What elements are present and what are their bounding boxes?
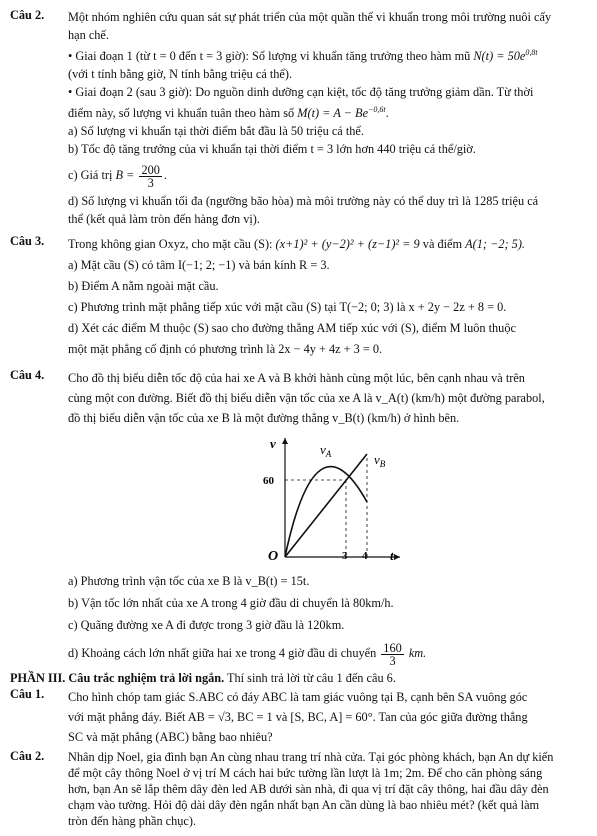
y-axis-arrow xyxy=(282,438,288,444)
p3q1-line-3: SC và mặt phẳng (ABC) bằng bao nhiêu? xyxy=(68,730,273,744)
q2-formula-N: N(t) = 50e xyxy=(473,49,526,64)
question-4-options xyxy=(10,570,585,670)
q4-line-2: cùng một con đường. Biết đồ thị biểu diễn vận tốc của xe A là v_A(t) (km/h) một đường parabol, xyxy=(68,391,545,405)
q3-sphere-equation: (x+1)² + (y−2)² + (z−1)² = 9 xyxy=(275,237,420,251)
question-label: Câu 2. xyxy=(10,8,45,22)
fraction-numerator: 200 xyxy=(141,162,160,177)
p3q1-line-1: Cho hình chóp tam giác S.ABC có đáy ABC là tam giác vuông tại B, cạnh bên SA vuông góc xyxy=(68,690,528,704)
q2-line-3-text: • Giai đoạn 1 (từ t = 0 đến t = 3 giờ): Số lượng vi khuẩn tăng trưởng theo hàm mũ xyxy=(68,49,474,64)
question-label: Câu 2. xyxy=(10,749,45,763)
q2-formula-M: M(t) = A − Be xyxy=(297,106,369,121)
question-2-bacteria xyxy=(10,8,585,228)
q4-line-3: đồ thị biểu diễn vận tốc của xe B là một đường thẳng v_B(t) (km/h) ở hình bên. xyxy=(68,411,460,425)
part-3-question-1 xyxy=(10,687,585,747)
p3q2-line-5: tròn đến hàng phần chục). xyxy=(68,814,197,828)
q3-line-1 xyxy=(68,234,585,255)
q2-option-c-text: c) Giá trị xyxy=(68,168,116,183)
p3q2-line-4: chạm vào tường. Hỏi độ dài dây đèn ngắn nhất bạn An cần dùng là bao nhiêu mét? (kết quả làm xyxy=(68,798,540,812)
velocity-graph xyxy=(250,432,410,570)
q2-option-d-line-2: thể (kết quả làm tròn đến hàng đơn vị). xyxy=(68,212,260,227)
fraction-denominator: 3 xyxy=(147,175,154,190)
q2-line-2: hạn chế. xyxy=(68,28,109,42)
q2-option-c-end: . xyxy=(163,168,167,183)
q2-formula-N-exp: 0,8t xyxy=(525,48,538,57)
q3-point-A: A(1; −2; 5). xyxy=(465,237,525,251)
q2-option-c xyxy=(68,158,585,192)
label-t: t xyxy=(390,548,394,563)
q3-option-d-line-2: một mặt phẳng cố định có phương trình là 2x − 4y + 4z + 3 = 0. xyxy=(68,342,383,356)
p3q2-line-2: để một cây thông Noel ở vị trí M cách hai bức tường lần lượt là 1m; 2m. Để cho căn phòng sáng xyxy=(68,766,543,780)
label-origin: O xyxy=(268,549,279,564)
question-label: Câu 4. xyxy=(10,368,45,382)
fraction-numerator: 160 xyxy=(383,640,402,655)
part-3-question-2 xyxy=(10,749,585,829)
q3-option-c: c) Phương trình mặt phẳng tiếp xúc với mặt cầu (S) tại T(−2; 0; 3) là x + 2y − 2z + 8 = 0. xyxy=(68,300,507,314)
question-4-velocity xyxy=(10,368,585,428)
q2-line-6 xyxy=(68,101,585,122)
q3-option-b: b) Điểm A nằm ngoài mặt cầu. xyxy=(68,279,219,293)
q2-line-6-end: . xyxy=(385,106,389,121)
x-axis-arrow xyxy=(394,554,400,560)
q2-line-3 xyxy=(68,44,585,65)
tick-3: 3 xyxy=(342,550,348,562)
p3q1-line-2: với mặt phẳng đáy. Biết AB = √3, BC = 1 và [S, BC, A] = 60°. Tan của góc giữa đường thẳng xyxy=(68,710,528,724)
q2-option-d-line-1: d) Số lượng vi khuẩn tối đa (ngưỡng bão hòa) mà môi trường này có thể duy trì là 1285 triệu cá xyxy=(68,194,539,209)
line-vB xyxy=(285,454,367,557)
fraction-denominator: 3 xyxy=(389,653,396,668)
q2-fraction xyxy=(139,164,161,189)
q2-formula-M-exp: −0,6t xyxy=(368,105,386,115)
question-label: Câu 3. xyxy=(10,234,45,248)
tick-4: 4 xyxy=(362,550,368,562)
q2-option-a: a) Số lượng vi khuẩn tại thời điểm bắt đầu là 50 triệu cá thể. xyxy=(68,124,364,139)
q2-option-b: b) Tốc độ tăng trưởng của vi khuẩn tại thời điểm t = 3 lớn hơn 440 triệu cá thể/giờ. xyxy=(68,142,476,157)
q3-option-a: a) Mặt cầu (S) có tâm I(−1; 2; −1) và bán kính R = 3. xyxy=(68,258,330,272)
q2-option-c-var: B = xyxy=(115,168,135,183)
q2-line-1: Một nhóm nghiên cứu quan sát sự phát triển của một quần thể vi khuẩn trong môi trường nuôi cấy xyxy=(68,10,552,24)
q2-line-6-text: điểm này, số lượng vi khuẩn tuân theo hàm số xyxy=(68,106,298,121)
q3-line-1-text: Trong không gian Oxyz, cho mặt cầu (S): xyxy=(68,237,276,251)
part-3-header xyxy=(10,669,585,687)
q2-line-4: (với t tính bằng giờ, N tính bằng triệu cá thể). xyxy=(68,67,293,82)
q4-option-c: c) Quãng đường xe A đi được trong 3 giờ đầu là 120km. xyxy=(68,618,345,632)
label-vA: $v_A$ xyxy=(320,442,332,459)
q4-fraction xyxy=(381,642,403,667)
q4-line-1: Cho đồ thị biểu diễn tốc độ của hai xe A và B khởi hành cùng một lúc, bên cạnh nhau và trên xyxy=(68,371,525,385)
p3q2-line-3: hơn, bạn An sẽ lắp thêm dây đèn led AB dưới sàn nhà, đi qua vị trí đặt cây thông, hai đầu dây đèn xyxy=(68,782,549,796)
p3q2-line-1: Nhân dịp Noel, gia đình bạn An cùng nhau trang trí nhà cửa. Tại góc phòng khách, bạn An dự kiến xyxy=(68,750,554,764)
question-3-sphere xyxy=(10,234,585,360)
part-3-title: PHẦN III. Câu trắc nghiệm trả lời ngắn. xyxy=(10,671,225,685)
q4-option-d xyxy=(68,636,585,670)
q3-line-1-mid: và điểm xyxy=(419,237,466,251)
q3-option-d-line-1: d) Xét các điểm M thuộc (S) sao cho đường thẳng AM tiếp xúc với (S), điểm M luôn thuộc xyxy=(68,321,516,335)
question-label: Câu 1. xyxy=(10,687,45,701)
tick-60: 60 xyxy=(263,475,274,487)
q4-option-d-unit: km. xyxy=(405,646,427,660)
label-vB: $v_B$ xyxy=(374,452,386,469)
q4-option-b: b) Vận tốc lớn nhất của xe A trong 4 giờ đầu di chuyển là 80km/h. xyxy=(68,596,394,610)
q4-option-d-text: d) Khoảng cách lớn nhất giữa hai xe trong 4 giờ đầu di chuyển xyxy=(68,646,380,660)
part-3-instruction: Thí sinh trả lời từ câu 1 đến câu 6. xyxy=(224,671,396,685)
label-v: v xyxy=(270,436,276,451)
q4-option-a: a) Phương trình vận tốc của xe B là v_B(t) = 15t. xyxy=(68,574,310,588)
q2-line-5: • Giai đoạn 2 (sau 3 giờ): Do nguồn dinh dưỡng cạn kiệt, tốc độ tăng trưởng giảm dần. Từ thời xyxy=(68,85,534,100)
